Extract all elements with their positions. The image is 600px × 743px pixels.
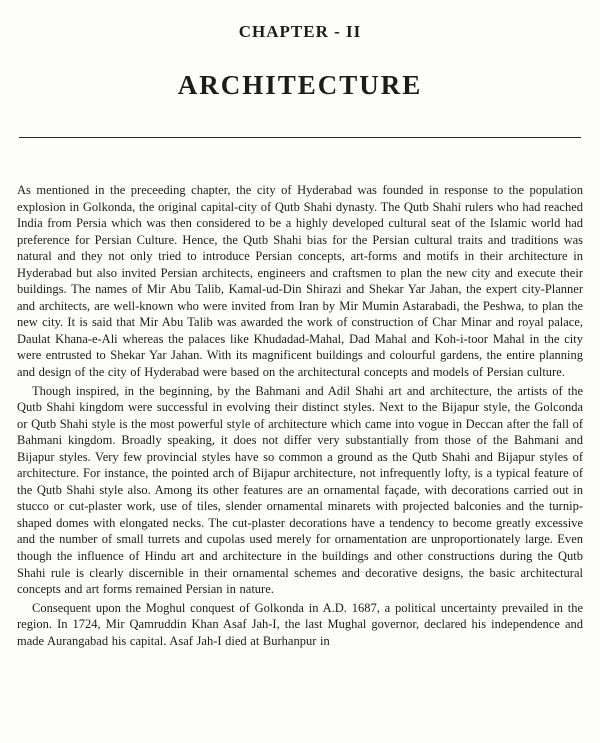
paragraph: Consequent upon the Moghul conquest of Golkonda in A.D. 1687, a political uncertainty prevailed in the region. In 1724, Mir Qamruddin Khan Asaf Jah-I, the last Mughal governor, declared his independence and made Aurangabad his capital. Asaf Jah-I died at Burhanpur in <box>17 600 583 648</box>
paragraph: Though inspired, in the beginning, by the Bahmani and Adil Shahi art and architecture, the artists of the Qutb Shahi kingdom were successful in evolving their distinct styles. Next to the Bijapur style, the Golconda or Qutb Shahi style is the most powerful style of architecture which came into vogue in Deccan after the fall of Bahmani kingdom. Broadly speaking, it does not differ very substantially from those of the Bahmani and Bijapur styles. Very few provincial styles have so common a ground as the Qutb Shahi and Bijapur styles of architecture. For instance, the pointed arch of Bijapur architecture, not infrequently lofty, is a typical feature of the Qutb Shahi style also. Among its other features are an ornamental façade, with decorations carried out in stucco or cut-plaster work, use of tiles, slender ornamental minarets with projected balconies and the turnip-shaped domes with elongated necks. The cut-plaster decorations have a tendency to become greatly excessive and the number of small turrets and cupolas used merely for ornamentation are unproportionately large. Even though the influence of Hindu art and architecture in the buildings and other constructions during the Qutb Shahi rule is clearly discernible in their ornamental schemes and decorative designs, the basic architectural concepts and art forms remained Persian in nature. <box>17 383 583 597</box>
page-title: ARCHITECTURE <box>177 70 423 100</box>
chapter-heading: CHAPTER - II <box>238 22 362 41</box>
divider <box>19 137 581 138</box>
body-text <box>17 182 583 649</box>
paragraph: As mentioned in the preceeding chapter, the city of Hyderabad was founded in response to the population explosion in Golkonda, the original capital-city of Qutb Shahi dynasty. The Qutb Shahi rulers who had reached India from Persia which was then considered to be a highly developed cultural seat of the Islamic world had preference for Persian Culture. Hence, the Qutb Shahi bias for the Persian cultural traits and traditions was natural and they not only tried to introduce Persian concepts, art-forms and motifs in their architecture in Hyderabad but also invited Persian architects, engineers and craftsmen to plan the new city and execute their buildings. The names of Mir Abu Talib, Kamal-ud-Din Shirazi and Shekar Yar Jahan, the expert city-Planner and architects, are well-known who were invited from Iran by Mir Mumin Astarabadi, the Peshwa, to plan the new city. It is said that Mir Abu Talib was awarded the work of construction of Char Minar and royal palace, Daulat Khana-e-Ali whereas the palaces like Khudadad-Mahal, Dad Mahal and Koh-i-toor Mahal in the city were entrusted to Shekar Yar Jahan. With its magnificent buildings and colourful gardens, the entire planning and design of the city of Hyderabad were based on the architectural concepts and models of Persian culture. <box>17 183 583 380</box>
